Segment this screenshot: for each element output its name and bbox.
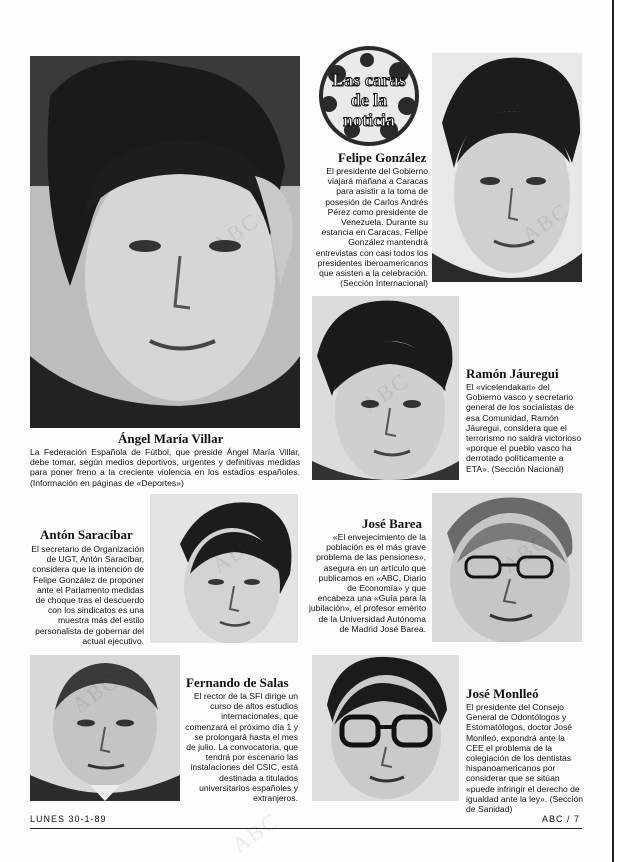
footer-page: ABC / 7 bbox=[542, 814, 581, 824]
body-angel-maria-villar: La Federación Española de Fútbol, que preside Ángel María Villar, debe tomar, según medios deportivos, urgentes y definitivas medidas para poner freno a la creciente violencia en los estadios españoles. (Información en páginas de «Deportes») bbox=[30, 447, 300, 488]
svg-text:de la: de la bbox=[350, 90, 388, 110]
footer-rule bbox=[30, 828, 582, 829]
photo-felipe-gonzalez bbox=[432, 53, 582, 282]
body-jose-barea: «El envejecimiento de la población es el más grave problema de las pensiones», asegura en un artículo que publicamos en «ABC, Diario de Economía» y que encabeza una «Guía para la jubilación», el profesor emérito de la Universidad Autónoma de Madrid José Barea. bbox=[308, 532, 426, 634]
name-felipe-gonzalez: Felipe González bbox=[338, 150, 427, 165]
name-jose-barea: José Barea bbox=[362, 516, 423, 531]
photo-anton-saracibar bbox=[150, 494, 298, 643]
footer-date: LUNES 30-1-89 bbox=[30, 814, 107, 824]
body-anton-saracibar: El secretario de Organización de UGT, Antón Saracíbar, considera que la intención de Felipe González de proponer ante el Parlamento medidas de choque tras el descuerdo con los sindicatos es una muestra más del estilo personalista de gobernar del actual ejecutivo. bbox=[31, 544, 144, 646]
body-ramon-jauregui: El «vicelendakari» del Gobierno vasco y secretario general de los socialistas de esa Comunidad, Ramón Jáuregui, considera que el terrorismo no saldrá victorioso «porque el pueblo vasco ha derrotado políticamente a ETA». (Sección Nacional) bbox=[466, 382, 582, 474]
body-fernando-de-salas: El rector de la SFI dirige un curso de altos estudios internacionales, que comenzará el próximo día 1 y se prolongará hasta el mes de julio. La convocatoria, que tendrá por escenario las instalaciones del CSIC, está destinada a titulados universitarios españoles y extranjeros. bbox=[185, 691, 298, 804]
body-jose-monlleo: El presidente del Consejo General de Odontólogos y Estomatólogos, doctor José Monlleó, expondrá ante la CEE el problema de la colegiación de los dentistas hispanoamericanos por considerar que se sitúan «puede infringir el derecho de igualdad ante la ley». (Sección de Sanidad) bbox=[466, 702, 584, 815]
watermark-abc: ABC bbox=[227, 807, 284, 858]
photo-jose-monlleo bbox=[312, 655, 459, 801]
name-ramon-jauregui: Ramón Jáuregui bbox=[466, 366, 559, 381]
photo-ramon-jauregui bbox=[312, 296, 459, 480]
svg-text:noticia: noticia bbox=[343, 110, 395, 130]
name-anton-saracibar: Antón Saracíbar bbox=[40, 527, 133, 542]
photo-angel-maria-villar bbox=[30, 56, 300, 428]
body-felipe-gonzalez: El presidente del Gobierno viajará mañana a Caracas para asistir a la toma de posesión de Carlos Andrés Pérez como presidente de Venezuela. Durante su estancia en Caracas, Felipe González mantendrá entrevistas con casi todos los presidentes iberoamericanos que asisten a la celebración. (Sección Internacional) bbox=[315, 166, 428, 289]
name-fernando-de-salas: Fernando de Salas bbox=[186, 675, 289, 690]
section-logo bbox=[307, 46, 431, 146]
name-jose-monlleo: José Monlleó bbox=[466, 686, 539, 701]
photo-jose-barea bbox=[432, 493, 582, 642]
svg-text:Las caras: Las caras bbox=[332, 70, 406, 90]
right-margin-rule bbox=[612, 0, 614, 862]
name-angel-maria-villar: Ángel María Villar bbox=[118, 431, 224, 446]
photo-fernando-de-salas bbox=[30, 655, 180, 801]
